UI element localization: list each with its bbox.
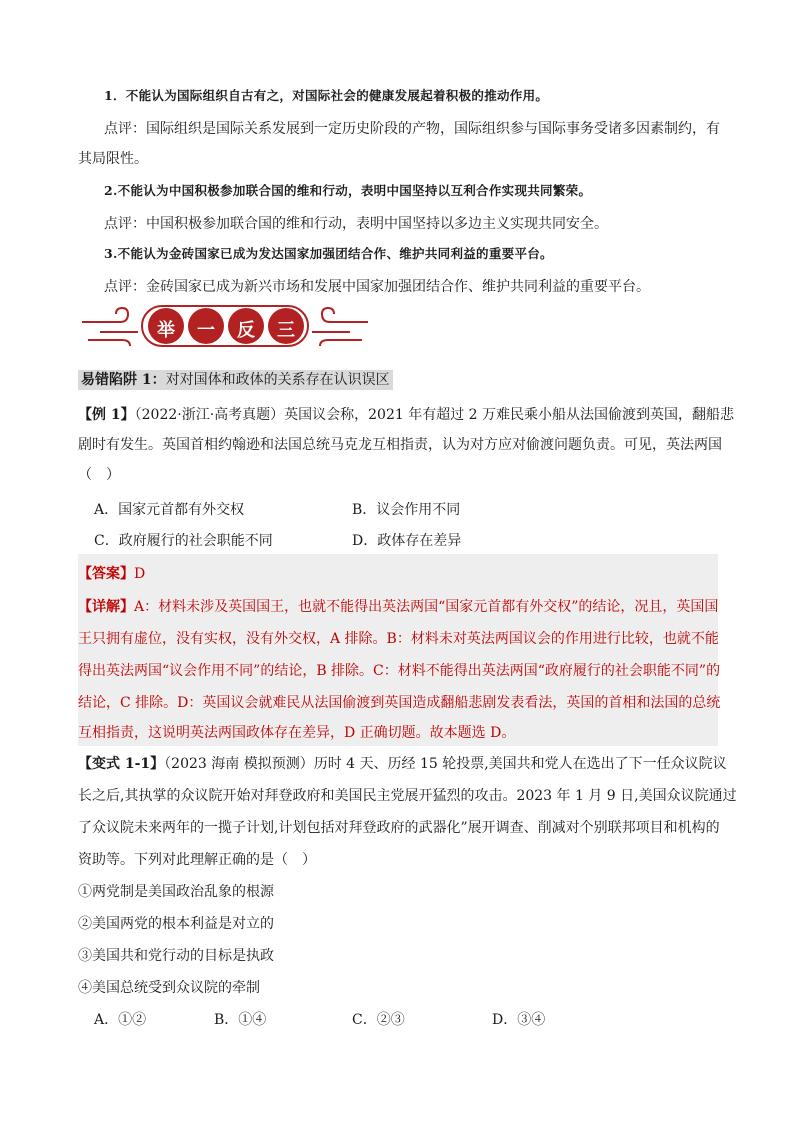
example-line-3: （ ） [78,467,120,483]
banner-char-1: 举 [157,320,175,341]
example-option-d: D．政体存在差异 [352,533,462,549]
trap-label: 易错陷阱 1： [81,372,166,388]
variant-option-d: D．③④ [492,1012,546,1028]
trap-text: 对对国体和政体的关系存在认识误区 [165,372,390,388]
variant-option-a: A．①② [94,1012,147,1028]
example-option-a: A．国家元首都有外交权 [94,502,245,518]
example-line-1 [78,404,734,424]
note-comment-1a: 点评：国际组织是国际关系发展到一定历史阶段的产物，国际组织参与国际事务受诸多因素制约，有 [104,121,720,137]
variant-label: 【变式 1-1】 [78,756,165,772]
variant-option-b: B．①④ [214,1012,267,1028]
example-label: 【例 1】 [78,407,135,423]
detail-text-1: A：材料未涉及英国国王，也就不能得出英法两国“国家元首都有外交权”的结论，况且，英国国 [134,599,719,615]
note-comment-2: 点评：中国积极参加联合国的维和行动，表明中国坚持以多边主义实现共同安全。 [104,216,608,232]
variant-line-4: 资助等。下列对此理解正确的是（ ） [78,852,316,868]
detail-line-1 [78,596,718,616]
variant-item-3: ③美国共和党行动的目标是执政 [78,948,274,964]
trap-heading [78,370,393,390]
example-line-2: 剧时有发生。英国首相约翰逊和法国总统马克龙互相指责，认为对方应对偷渡问题负责。可见，英法两国 [78,437,722,453]
variant-item-1: ①两党制是美国政治乱象的根源 [78,884,274,900]
note-comment-1b: 其局限性。 [78,151,148,167]
answer-label: 【答案】 [78,566,134,582]
detail-line-3: 得出英法两国“议会作用不同”的结论，B 排除。C：材料不能得出英法两国“政府履行的社会职能不同”的 [78,663,721,679]
variant-line-1 [78,753,727,773]
example-option-c: C．政府履行的社会职能不同 [94,533,273,549]
banner-char-4: 三 [277,320,295,341]
variant-line-2: 长之后,其执掌的众议院开始对拜登政府和美国民主党展开猛烈的攻击。2023 年 1 月 9 日,美国众议院通过 [78,788,737,804]
detail-line-4: 结论，C 排除。D：英国议会就难民从法国偷渡到英国造成翻船悲剧发表看法，英国的首相和法国的总统 [78,695,721,711]
variant-item-2: ②美国两党的根本利益是对立的 [78,916,274,932]
note-title-2: 2.不能认为中国积极参加联合国的维和行动，表明中国坚持以互利合作实现共同繁荣。 [104,183,592,198]
note-title-3: 3.不能认为金砖国家已成为发达国家加强团结合作、维护共同利益的重要平台。 [104,246,553,261]
answer-line [78,563,145,583]
variant-text-1: （2023 海南 模拟预测）历时 4 天、历经 15 轮投票,美国共和党人在选出了下一任众议院议 [164,756,727,772]
example-option-b: B．议会作用不同 [352,502,461,518]
note-comment-3: 点评：金砖国家已成为新兴市场和发展中国家加强团结合作、维护共同利益的重要平台。 [104,279,650,295]
variant-item-4: ④美国总统受到众议院的牵制 [78,980,260,996]
detail-label: 【详解】 [78,599,134,615]
detail-line-2: 王只拥有虚位，没有实权，没有外交权，A 排除。B：材料未对英法两国议会的作用进行比较，也就不能 [78,631,719,647]
variant-option-c: C．②③ [352,1012,405,1028]
banner-ornament [80,300,370,352]
answer-box [78,554,721,746]
variant-line-3: 了众议院未来两年的一揽子计划,计划包括对拜登政府的武器化”展开调查、削减对个别联邦项目和机构的 [78,820,720,836]
example-text-1: （2022·浙江·高考真题）英国议会称，2021 年有超过 2 万难民乘小船从法国偷渡到英国，翻船悲 [134,407,735,423]
answer-value: D [134,566,146,582]
note-title-1: 1．不能认为国际组织自古有之，对国际社会的健康发展起着积极的推动作用。 [104,88,549,103]
banner-char-3: 反 [237,320,255,341]
banner-char-2: 一 [197,320,215,341]
detail-line-5: 互相指责，这说明英法两国政体存在差异，D 正确切题。故本题选 D。 [78,725,516,741]
section-banner [80,300,370,352]
